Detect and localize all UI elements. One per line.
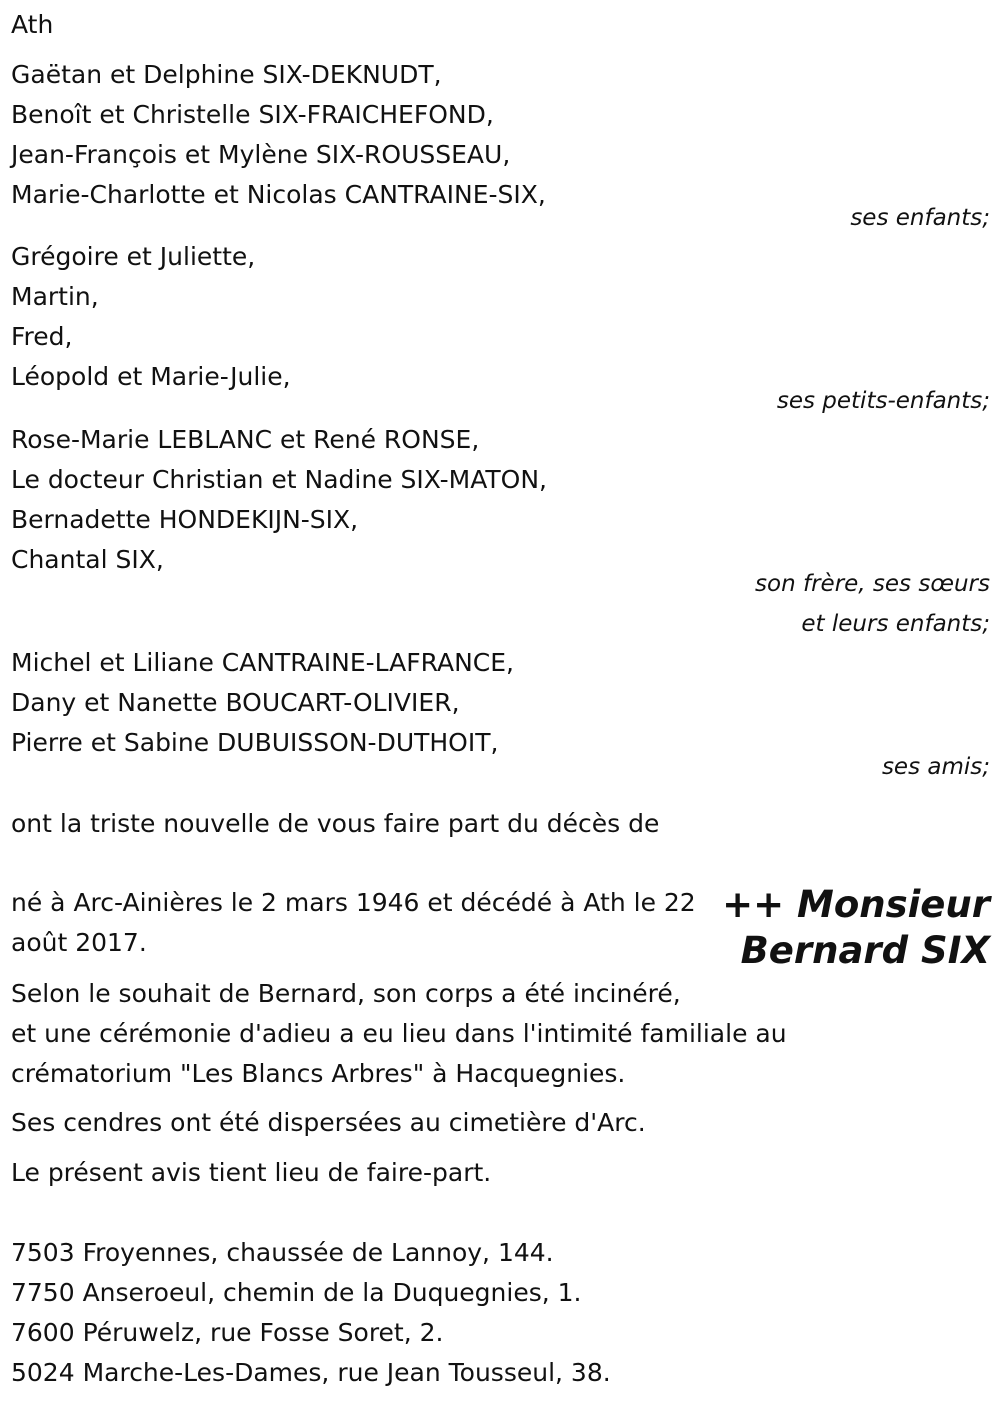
- deceased-title: ++ Monsieur: [722, 883, 990, 926]
- family-line: Dany et Nanette BOUCART-OLIVIER,: [11, 688, 460, 717]
- address-line: 7600 Péruwelz, rue Fosse Soret, 2.: [11, 1318, 444, 1347]
- relationship-label: et leurs enfants;: [801, 611, 990, 637]
- notice-text: Le présent avis tient lieu de faire-part.: [11, 1158, 492, 1187]
- family-line: Le docteur Christian et Nadine SIX-MATON,: [11, 465, 547, 494]
- ceremony-line: Selon le souhait de Bernard, son corps a été incinéré,: [11, 979, 681, 1008]
- family-line: Benoît et Christelle SIX-FRAICHEFOND,: [11, 100, 494, 129]
- family-line: Marie-Charlotte et Nicolas CANTRAINE-SIX,: [11, 180, 546, 209]
- deceased-fullname: Bernard SIX: [740, 929, 990, 972]
- family-line: Michel et Liliane CANTRAINE-LAFRANCE,: [11, 648, 514, 677]
- family-line: Chantal SIX,: [11, 545, 164, 574]
- announcement-text: ont la triste nouvelle de vous faire part du décès de: [11, 809, 660, 838]
- address-line: 5024 Marche-Les-Dames, rue Jean Tousseul, 38.: [11, 1358, 611, 1387]
- family-line: Jean-François et Mylène SIX-ROUSSEAU,: [11, 140, 511, 169]
- ashes-text: Ses cendres ont été dispersées au cimetière d'Arc.: [11, 1108, 646, 1137]
- family-line: Martin,: [11, 282, 99, 311]
- relationship-label: ses petits-enfants;: [776, 388, 990, 414]
- family-line: Léopold et Marie-Julie,: [11, 362, 291, 391]
- family-line: Gaëtan et Delphine SIX-DEKNUDT,: [11, 60, 442, 89]
- family-line: Fred,: [11, 322, 73, 351]
- address-line: 7750 Anseroeul, chemin de la Duquegnies, 1.: [11, 1278, 582, 1307]
- family-line: Grégoire et Juliette,: [11, 242, 256, 271]
- relationship-label: son frère, ses sœurs: [755, 571, 990, 597]
- relationship-label: ses amis;: [881, 754, 990, 780]
- family-line: Pierre et Sabine DUBUISSON-DUTHOIT,: [11, 728, 499, 757]
- deceased-name: [722, 882, 990, 974]
- birth-death-text: né à Arc-Ainières le 2 mars 1946 et décédé à Ath le 22 août 2017.: [11, 888, 696, 957]
- family-line: Bernadette HONDEKIJN-SIX,: [11, 505, 359, 534]
- city-header: Ath: [11, 10, 54, 39]
- relationship-label: ses enfants;: [850, 205, 990, 231]
- ceremony-line: et une cérémonie d'adieu a eu lieu dans l'intimité familiale au: [11, 1019, 787, 1048]
- family-line: Rose-Marie LEBLANC et René RONSE,: [11, 425, 480, 454]
- ceremony-line: crématorium "Les Blancs Arbres" à Hacquegnies.: [11, 1059, 626, 1088]
- address-line: 7503 Froyennes, chaussée de Lannoy, 144.: [11, 1238, 554, 1267]
